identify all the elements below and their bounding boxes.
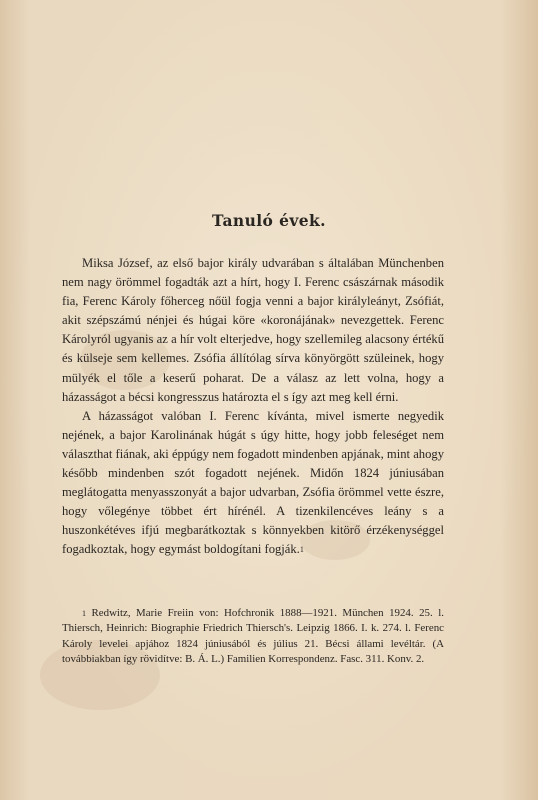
paragraph: Miksa József, az első bajor király udvarában s általában Münchenben nem nagy örömmel fogadták azt a hírt, hogy I. Ferenc császárnak második fia, Ferenc Károly főherceg nőül fogja venni a bajor királyleányt, Zsófiát, akit szépszámú nénjei és húgai köre «koronájának» nevezgettek. Ferenc Károlyról ugyanis az a hír volt elterjedve, hogy szellemileg alacsony értékű és külseje sem kellemes. Zsófia állítólag sírva könyörgött szüleinek, hogy mülyék el tőle a keserű poharat. De a válasz az lett volna, hogy a házasságot a bécsi kongresszus határozta el s így azt meg kell érni. [62,256,444,404]
paragraph-text: A házasságot valóban I. Ferenc kívánta, mivel ismerte negyedik nejének, a bajor Karolinának húgát s úgy hitte, hogy jobb feleséget nem választhat fiának, aki éppúgy nem fogadott mindenben apjának, mint ahogy később mindenben szót fogadott nejének. Midőn 1824 júniusában meglátogatta menyasszonyát a bajor udvarban, Zsófia örömmel vette észre, hogy vőlegénye többet ért hírénél. A tizenkilencéves leány s a huszonkétéves ifjú megbarátkoztak s könnyekben kitörő érzékenységgel fogadkoztak, hogy egymást boldogítani fogják. [62,408,444,557]
footnote [62,606,444,667]
paragraph [62,407,444,560]
footnote-marker: 1 [82,609,86,618]
footnote-reference: 1 [299,545,304,555]
chapter-title: Tanuló évek. [212,211,326,230]
body-text [62,254,444,560]
footnote-text [62,606,444,667]
footnote-body: Redwitz, Marie Freiin von: Hofchronik 1888—1921. München 1924. 25. l. Thiersch, Heinrich: Biographie Friedrich Thiersch's. Leipzig 1866. I. k. 274. l. Ferenc Károly levelei apjához 1824 júniusából és július 21. Bécsi állami levéltár. (A továbbiakban így rövidítve: B. Á. L.) Familien Korrespondenz. Fasc. 311. Konv. 2. [62,607,444,665]
